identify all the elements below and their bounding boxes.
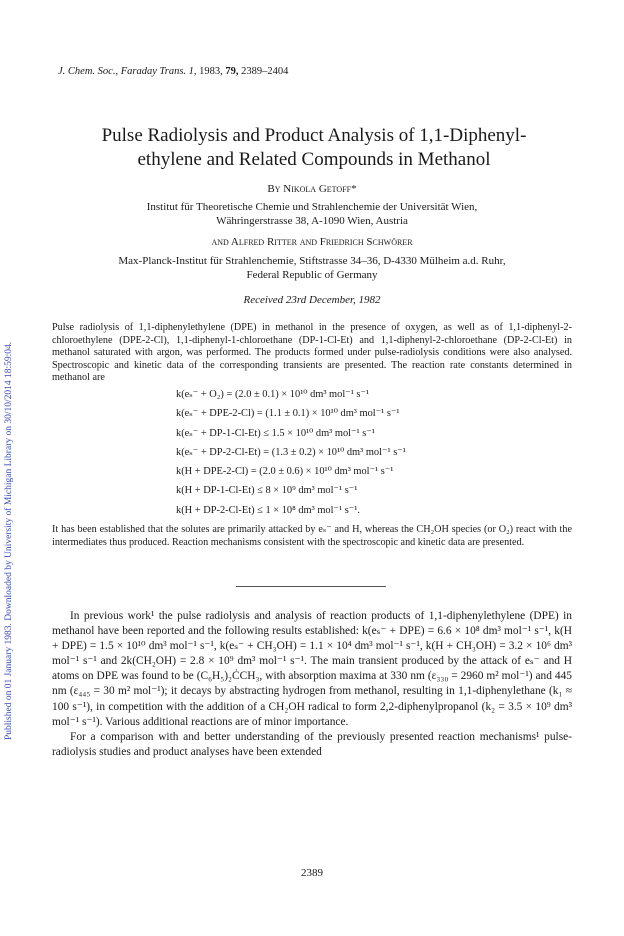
journal-citation: [58, 66, 288, 77]
author-2: and Alfred Ritter and Friedrich Schwörer: [211, 236, 413, 248]
author-1: By Nikola Getoff*: [267, 183, 357, 195]
rate-equation: k(H + DP-1-Cl-Et) ≤ 8 × 10⁹ dm³ mol⁻¹ s⁻¹: [176, 485, 358, 497]
affiliation-2-line-2: Federal Republic of Germany: [246, 269, 378, 281]
affiliation-1-line-1: Institut für Theoretische Chemie und Strahlenchemie der Universität Wien,: [146, 201, 478, 213]
rate-equation: k(eₛ⁻ + DP-1-Cl-Et) ≤ 1.5 × 10¹⁰ dm³ mol⁻¹ s⁻¹: [176, 427, 375, 439]
journal-year: 1983,: [199, 66, 223, 77]
rate-equation: k(H + DPE-2-Cl) = (2.0 ± 0.6) × 10¹⁰ dm³ mol⁻¹ s⁻¹: [176, 466, 394, 478]
watermark-text: Published on 01 January 1983. Downloaded by University of Michigan Library on 30/10/2014 18:59:04.: [4, 341, 14, 740]
page-number: 2389: [301, 867, 323, 879]
journal-pages: 2389–2404: [241, 66, 289, 77]
body-paragraph-1: In previous work¹ the pulse radiolysis and analysis of reaction products of 1,1-diphenylethylene (DPE) in methanol have been reported and the following results established: k(eₛ⁻ + DPE) = 6.6 × 10⁸ dm³ mol⁻¹ s⁻¹, k(H + DPE) = 1.5 × 10¹⁰ dm³ mol⁻¹ s⁻¹, k(eₛ⁻ + CH₃OH) = 1.1 × 10⁴ dm³ mol⁻¹ s⁻¹, k(H + CH₃OH) = 3.2 × 10⁶ dm³ mol⁻¹ s⁻¹ and 2k(CH₂OH) = 2.8 × 10⁹ dm³ mol⁻¹ s⁻¹. The main transient produced by the attack of eₛ⁻ and H atoms on DPE was found to be (C₆H₅)₂ĊCH₃, with absorption maxima at 330 nm (ε₃₃₀ = 2960 m² mol⁻¹) and 445 nm (ε₄₄₅ = 30 m² mol⁻¹); it decays by abstracting hydrogen from methanol, resulting in 1,1-diphenylethane (k₁ ≈ 100 s⁻¹), in competition with the addition of a CH₂OH radical to form 2,2-diphenylpropanol (k₂ = 3.5 × 10⁹ dm³ mol⁻¹ s⁻¹). Various additional reactions are of minor importance.: [52, 610, 572, 728]
rate-equation: k(eₛ⁻ + O₂) = (2.0 ± 0.1) × 10¹⁰ dm³ mol⁻¹ s⁻¹: [176, 389, 370, 400]
abstract-intro: Pulse radiolysis of 1,1-diphenylethylene (DPE) in methanol in the presence of oxygen, as well as of 1,1-diphenyl-2-chloroethylene (DPE-2-Cl), 1,1-diphenyl-1-chloroethane (DP-1-Cl-Et) and 1,1-diphenyl-2-chloroethane (DP-2-Cl-Et) in methanol saturated with argon, was performed. The products formed under pulse-radiolysis conditions were also analysed. Spectroscopic and kinetic data of the corresponding transients are presented. The reaction rate constants determined in methanol are: [52, 322, 572, 384]
journal-volume: 79,: [225, 66, 239, 77]
received-date: Received 23rd December, 1982: [243, 294, 381, 306]
download-watermark: [4, 140, 18, 740]
rate-constant-list: [176, 385, 406, 520]
rate-equation: k(eₛ⁻ + DP-2-Cl-Et) = (1.3 ± 0.2) × 10¹⁰ dm³ mol⁻¹ s⁻¹: [176, 446, 406, 458]
affiliation-1-line-2: Währingerstrasse 38, A-1090 Wien, Austria: [216, 215, 408, 227]
paper-title: [60, 124, 568, 172]
rate-equation: k(H + DP-2-Cl-Et) ≤ 1 × 10⁸ dm³ mol⁻¹ s⁻¹.: [176, 504, 360, 516]
title-line-2: ethylene and Related Compounds in Methanol: [137, 149, 491, 170]
affiliation-2-line-1: Max-Planck-Institut für Strahlenchemie, Stiftstrasse 34–36, D-4330 Mülheim a.d. Ruhr,: [118, 255, 506, 267]
section-divider: [236, 586, 386, 587]
body-paragraph-2: For a comparison with and better understanding of the previously presented reaction mechanisms¹ pulse-radiolysis studies and product analyses have been extended: [52, 730, 572, 758]
main-text: [52, 609, 572, 760]
journal-name: J. Chem. Soc., Faraday Trans. 1,: [58, 66, 197, 77]
title-line-1: Pulse Radiolysis and Product Analysis of 1,1-Diphenyl-: [101, 125, 527, 146]
abstract-conclusion: It has been established that the solutes are primarily attacked by eₛ⁻ and H, whereas the CH₂OH species (or O₂) react with the intermediates thus produced. Reaction mechanisms consistent with the spectroscopic and kinetic data are presented.: [52, 524, 572, 548]
rate-equation: k(eₛ⁻ + DPE-2-Cl) = (1.1 ± 0.1) × 10¹⁰ dm³ mol⁻¹ s⁻¹: [176, 408, 400, 420]
